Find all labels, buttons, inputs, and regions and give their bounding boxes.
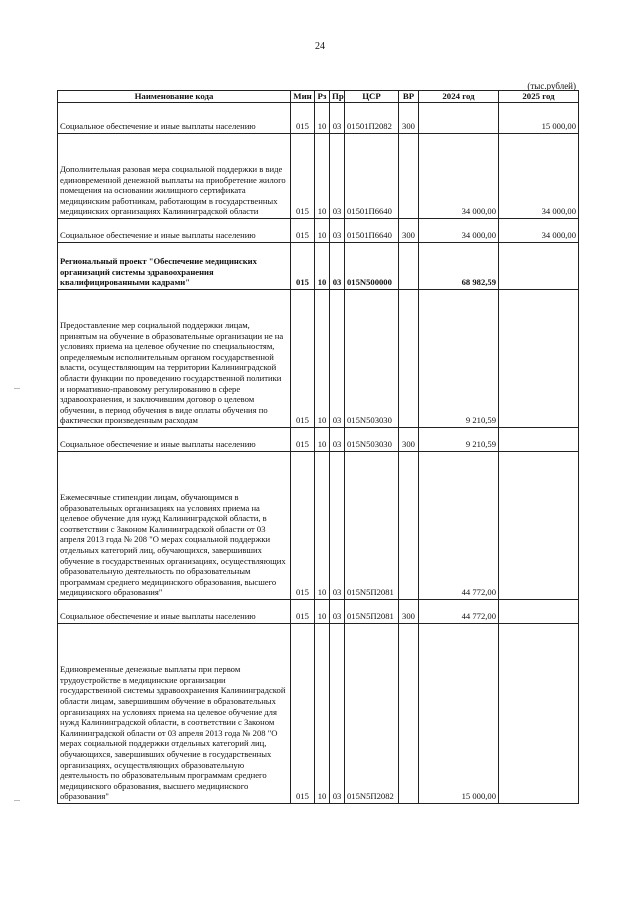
cell-name: Дополнительная разовая мера социальной поддержки в виде единовременной денежной выплаты на приобретение жилого помещения на основании жилищного сертификата медицинским работникам, работающим в государственных медицинских организациях Калининградской области [58,134,291,219]
cell-name: Социальное обеспечение и иные выплаты населению [58,219,291,243]
cell-2024: 15 000,00 [419,624,499,804]
cell-2025 [499,452,579,600]
table-row [58,134,579,219]
table-row [58,103,579,134]
cell-name: Социальное обеспечение и иные выплаты населению [58,600,291,624]
margin-mark [14,388,20,389]
cell-pr: 03 [330,428,345,452]
cell-min: 015 [291,103,315,134]
cell-min: 015 [291,624,315,804]
cell-2025: 15 000,00 [499,103,579,134]
cell-csr: 01501П6640 [345,134,399,219]
cell-pr: 03 [330,452,345,600]
cell-rz: 10 [315,600,330,624]
cell-vr [399,290,419,428]
cell-vr [399,624,419,804]
cell-2025 [499,243,579,290]
cell-name: Социальное обеспечение и иные выплаты населению [58,428,291,452]
table-header-row [58,91,579,103]
budget-table [57,90,579,804]
cell-csr: 015N5П2082 [345,624,399,804]
cell-2024: 34 000,00 [419,134,499,219]
cell-2025 [499,290,579,428]
table-row [58,600,579,624]
cell-name: Ежемесячные стипендии лицам, обучающимся в образовательных организациях на условиях приема на целевое обучение для нужд Калининградской области, в соответствии с Законом Калининградской области от 03 апреля 2013 года № 208 "О мерах социальной поддержки отдельных категорий лиц, обучающихся, завершивших обучение в государственных организациях, осуществляющих образовательную деятельность по образовательным программам среднего медицинского образования, высшего медицинского образования" [58,452,291,600]
margin-mark [14,800,20,801]
cell-name: Единовременные денежные выплаты при первом трудоустройстве в медицинские организации государственной системы здравоохранения Калининградской области лицам, завершившим обучение в образовательных организациях на условиях приема на целевое обучение для нужд Калининградской области, в соответствии с Законом Калининградской области от 03 апреля 2013 года № 208 "О мерах социальной поддержки отдельных категорий лиц, обучающихся, завершивших обучение в государственных организациях, осуществляющих образовательную деятельность по образовательным программам среднего медицинского образования, высшего медицинского образования" [58,624,291,804]
header-name: Наименование кода [58,91,291,103]
cell-name: Региональный проект "Обеспечение медицинских организаций системы здравоохранения квалифицированными кадрами" [58,243,291,290]
cell-csr: 015N5П2081 [345,600,399,624]
cell-pr: 03 [330,624,345,804]
cell-min: 015 [291,134,315,219]
table-row [58,428,579,452]
header-min: Мин [291,91,315,103]
header-2025: 2025 год [499,91,579,103]
cell-2024 [419,103,499,134]
cell-rz: 10 [315,624,330,804]
cell-rz: 10 [315,452,330,600]
header-rz: Рз [315,91,330,103]
cell-vr: 300 [399,103,419,134]
cell-2025 [499,428,579,452]
cell-vr [399,243,419,290]
cell-pr: 03 [330,600,345,624]
header-2024: 2024 год [419,91,499,103]
cell-min: 015 [291,219,315,243]
table-row [58,219,579,243]
cell-vr [399,452,419,600]
cell-csr: 01501П6640 [345,219,399,243]
cell-rz: 10 [315,290,330,428]
page-number: 24 [315,41,325,52]
table-row [58,290,579,428]
cell-2024: 44 772,00 [419,452,499,600]
cell-2024: 68 982,59 [419,243,499,290]
header-vr: ВР [399,91,419,103]
cell-2024: 9 210,59 [419,290,499,428]
cell-rz: 10 [315,428,330,452]
table-row [58,624,579,804]
cell-2024: 34 000,00 [419,219,499,243]
cell-csr: 01501П2082 [345,103,399,134]
cell-csr: 015N503030 [345,428,399,452]
cell-2024: 44 772,00 [419,600,499,624]
cell-min: 015 [291,428,315,452]
cell-vr [399,134,419,219]
cell-min: 015 [291,243,315,290]
unit-note: (тыс.рублей) [527,81,576,91]
cell-vr: 300 [399,428,419,452]
cell-pr: 03 [330,134,345,219]
header-csr: ЦСР [345,91,399,103]
cell-name: Социальное обеспечение и иные выплаты населению [58,103,291,134]
cell-name: Предоставление мер социальной поддержки лицам, принятым на обучение в образовательные организации не на условиях приема на целевое обучение по специальностям, определяемым исполнительным органом государственной власти, осуществляющим на территории Калининградской области функции по проведению государственной политики и нормативно-правовому регулированию в сфере здравоохранения, и заключившим договор о целевом обучении, в период обучения в виде оплаты обучения по фактически произведенным расходам [58,290,291,428]
cell-2025 [499,624,579,804]
cell-pr: 03 [330,243,345,290]
cell-min: 015 [291,600,315,624]
cell-vr: 300 [399,600,419,624]
cell-2025: 34 000,00 [499,219,579,243]
cell-csr: 015N503030 [345,290,399,428]
cell-2025: 34 000,00 [499,134,579,219]
cell-rz: 10 [315,243,330,290]
cell-min: 015 [291,290,315,428]
table-row [58,243,579,290]
cell-rz: 10 [315,219,330,243]
cell-pr: 03 [330,103,345,134]
cell-csr: 015N5П2081 [345,452,399,600]
cell-rz: 10 [315,103,330,134]
cell-2025 [499,600,579,624]
cell-2024: 9 210,59 [419,428,499,452]
cell-vr: 300 [399,219,419,243]
header-pr: Пр [330,91,345,103]
cell-rz: 10 [315,134,330,219]
cell-pr: 03 [330,219,345,243]
table-row [58,452,579,600]
cell-min: 015 [291,452,315,600]
cell-csr: 015N500000 [345,243,399,290]
cell-pr: 03 [330,290,345,428]
